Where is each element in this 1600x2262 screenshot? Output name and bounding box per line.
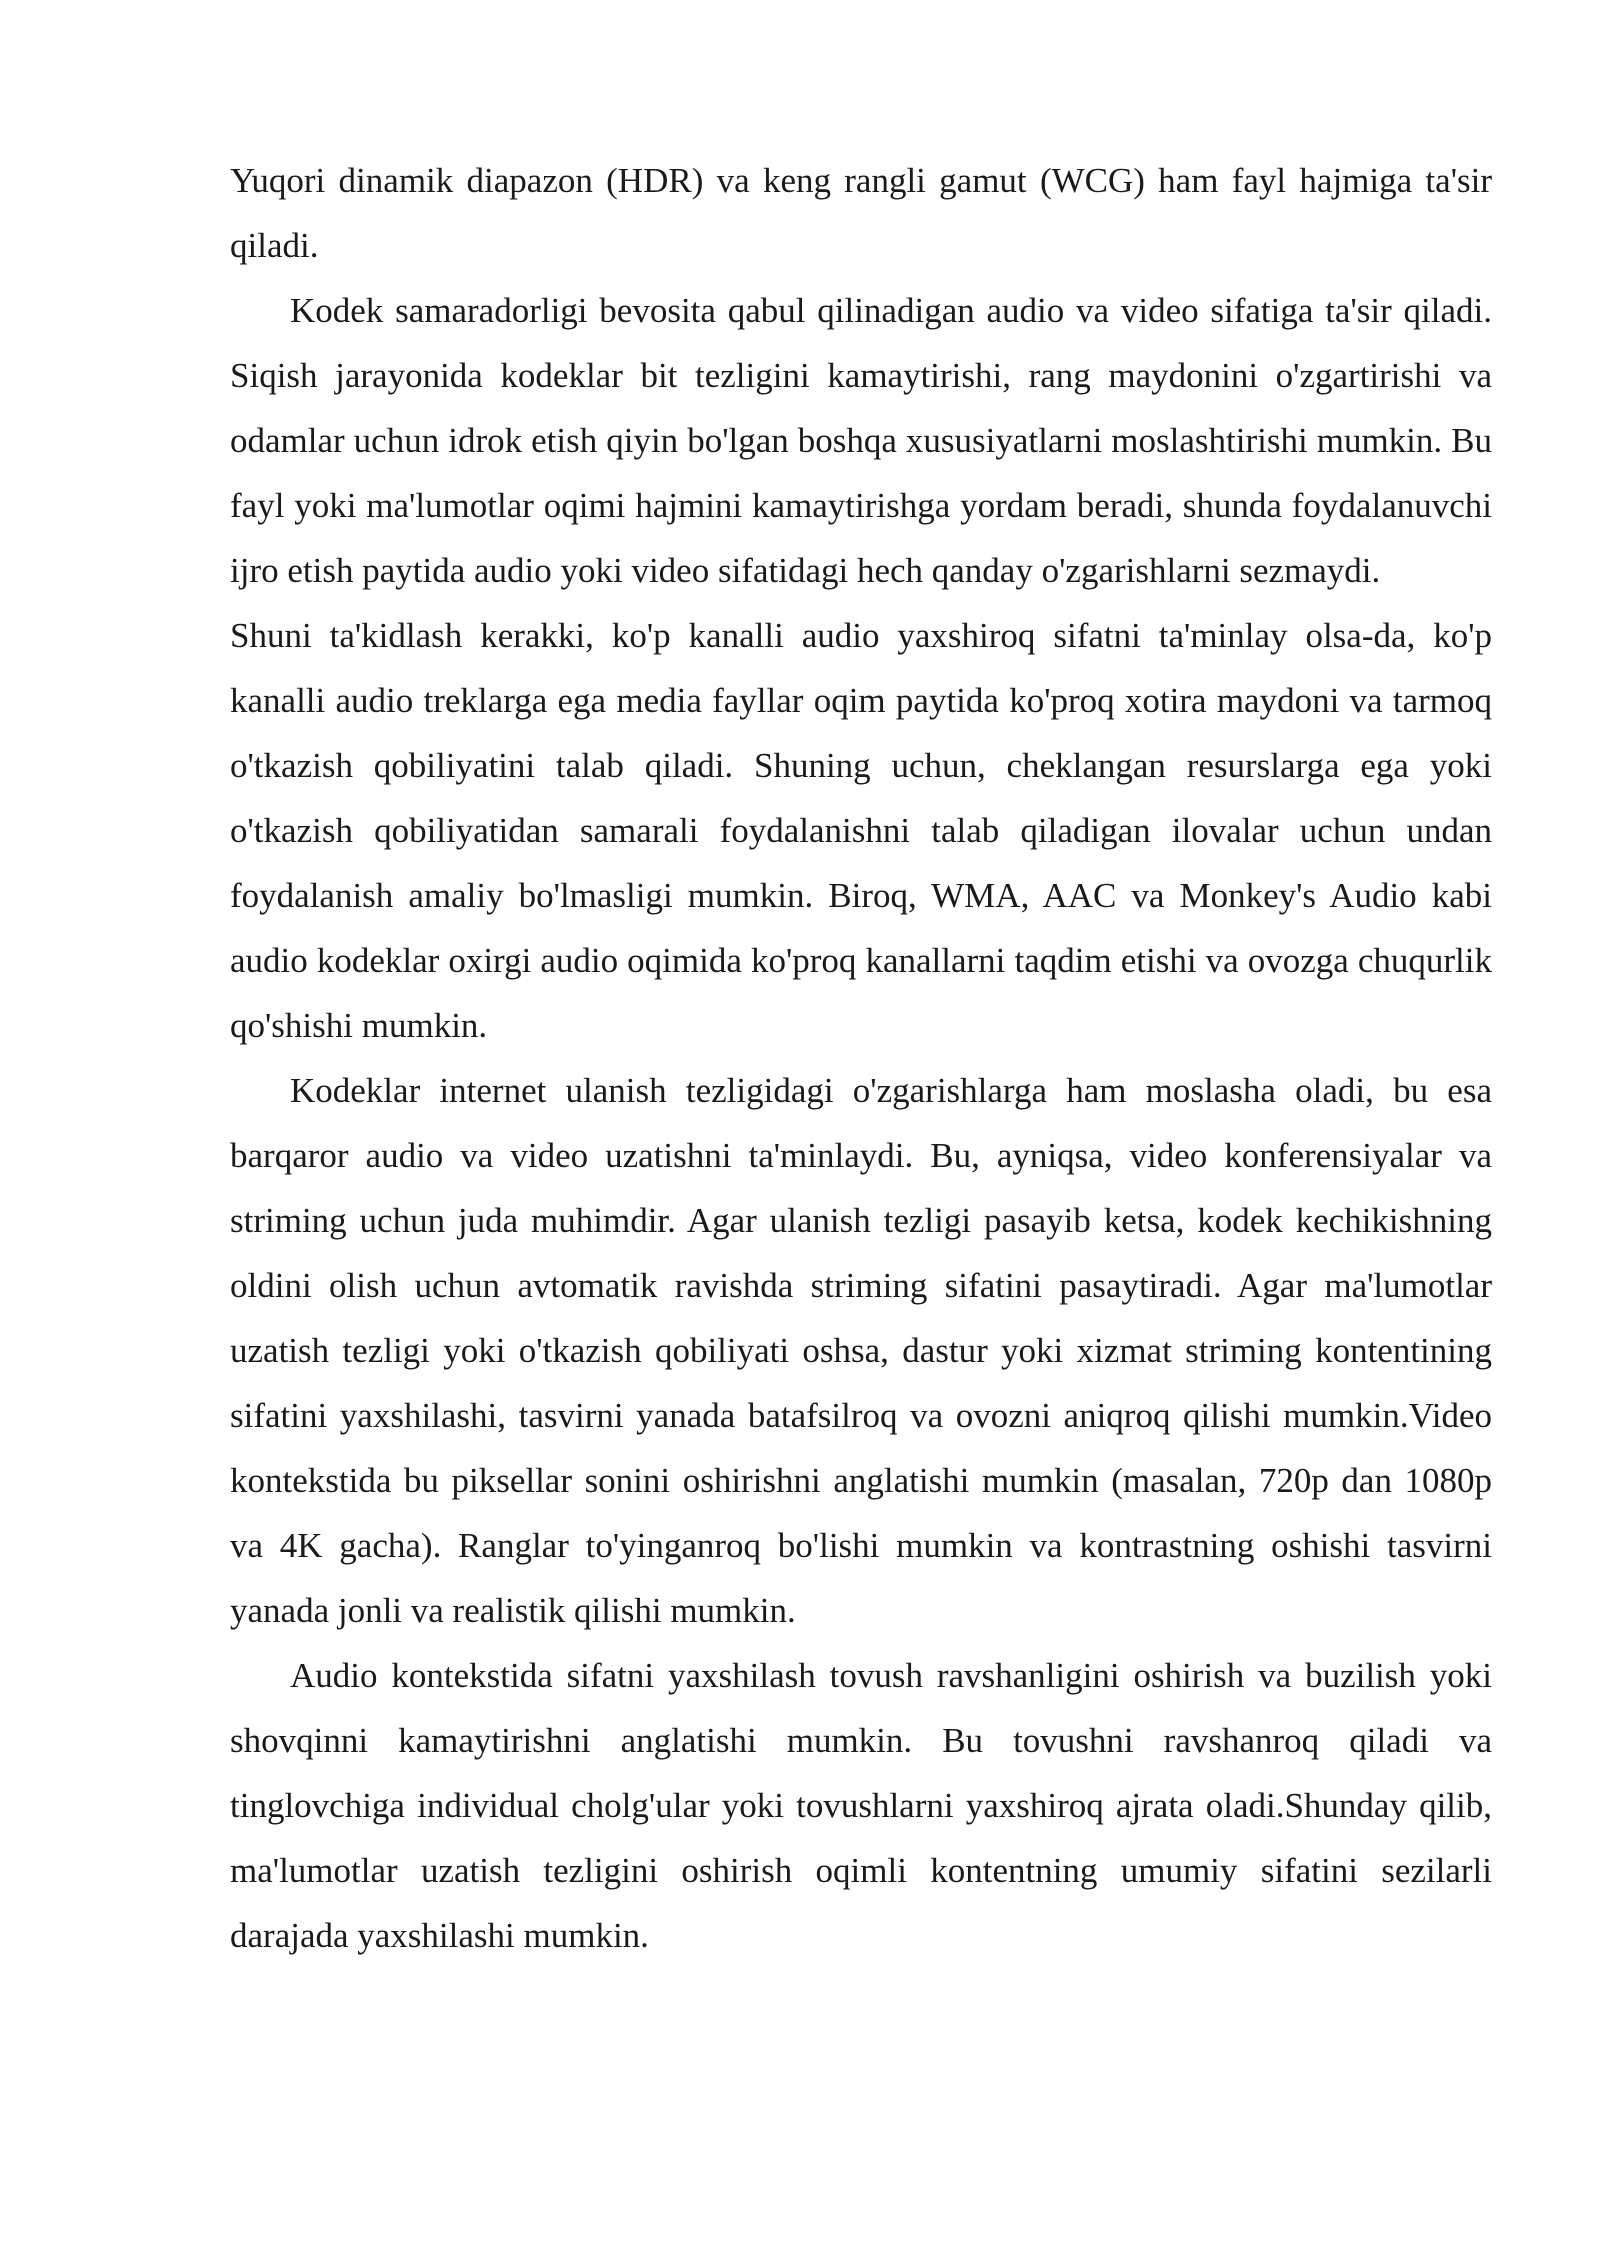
paragraph-hdr-wcg: Yuqori dinamik diapazon (HDR) va keng rangli gamut (WCG) ham fayl hajmiga ta'sir qiladi. bbox=[230, 161, 1492, 265]
document-body bbox=[230, 148, 1492, 1968]
paragraph-multichannel-audio: Shuni ta'kidlash kerakki, ko'p kanalli audio yaxshiroq sifatni ta'minlay olsa-da, ko'p kanalli audio treklarga ega media fayllar oqim paytida ko'proq xotira maydoni va tarmoq o'tkazish qobiliyatini talab qiladi. Shuning uchun, cheklangan resurslarga ega yoki o'tkazish qobiliyatidan samarali foydalanishni talab qiladigan ilovalar uchun undan foydalanish amaliy bo'lmasligi mumkin. Biroq, WMA, AAC va Monkey's Audio kabi audio kodeklar oxirgi audio oqimida ko'proq kanallarni taqdim etishi va ovozga chuqurlik qo'shishi mumkin. bbox=[230, 616, 1492, 1045]
paragraph-codec-efficiency: Kodek samaradorligi bevosita qabul qilinadigan audio va video sifatiga ta'sir qiladi. Siqish jarayonida kodeklar bit tezligini kamaytirishi, rang maydonini o'zgartirishi va odamlar uchun idrok etish qiyin bo'lgan boshqa xususiyatlarni moslashtirishi mumkin. Bu fayl yoki ma'lumotlar oqimi hajmini kamaytirishga yordam beradi, shunda foydalanuvchi ijro etish paytida audio yoki video sifatidagi hech qanday o'zgarishlarni sezmaydi. bbox=[230, 291, 1492, 590]
paragraph-adaptive-streaming: Kodeklar internet ulanish tezligidagi o'zgarishlarga ham moslasha oladi, bu esa barqaror audio va video uzatishni ta'minlaydi. Bu, ayniqsa, video konferensiyalar va striming uchun juda muhimdir. Agar ulanish tezligi pasayib ketsa, kodek kechikishning oldini olish uchun avtomatik ravishda striming sifatini pasaytiradi. Agar ma'lumotlar uzatish tezligi yoki o'tkazish qobiliyati oshsa, dastur yoki xizmat striming kontentining sifatini yaxshilashi, tasvirni yanada batafsilroq va ovozni aniqroq qilishi mumkin.Video kontekstida bu piksellar sonini oshirishni anglatishi mumkin (masalan, 720p dan 1080p va 4K gacha). Ranglar to'yinganroq bo'lishi mumkin va kontrastning oshishi tasvirni yanada jonli va realistik qilishi mumkin. bbox=[230, 1071, 1492, 1630]
paragraph-audio-quality: Audio kontekstida sifatni yaxshilash tovush ravshanligini oshirish va buzilish yoki shovqinni kamaytirishni anglatishi mumkin. Bu tovushni ravshanroq qiladi va tinglovchiga individual cholg'ular yoki tovushlarni yaxshiroq ajrata oladi.Shunday qilib, ma'lumotlar uzatish tezligini oshirish oqimli kontentning umumiy sifatini sezilarli darajada yaxshilashi mumkin. bbox=[230, 1656, 1492, 1955]
